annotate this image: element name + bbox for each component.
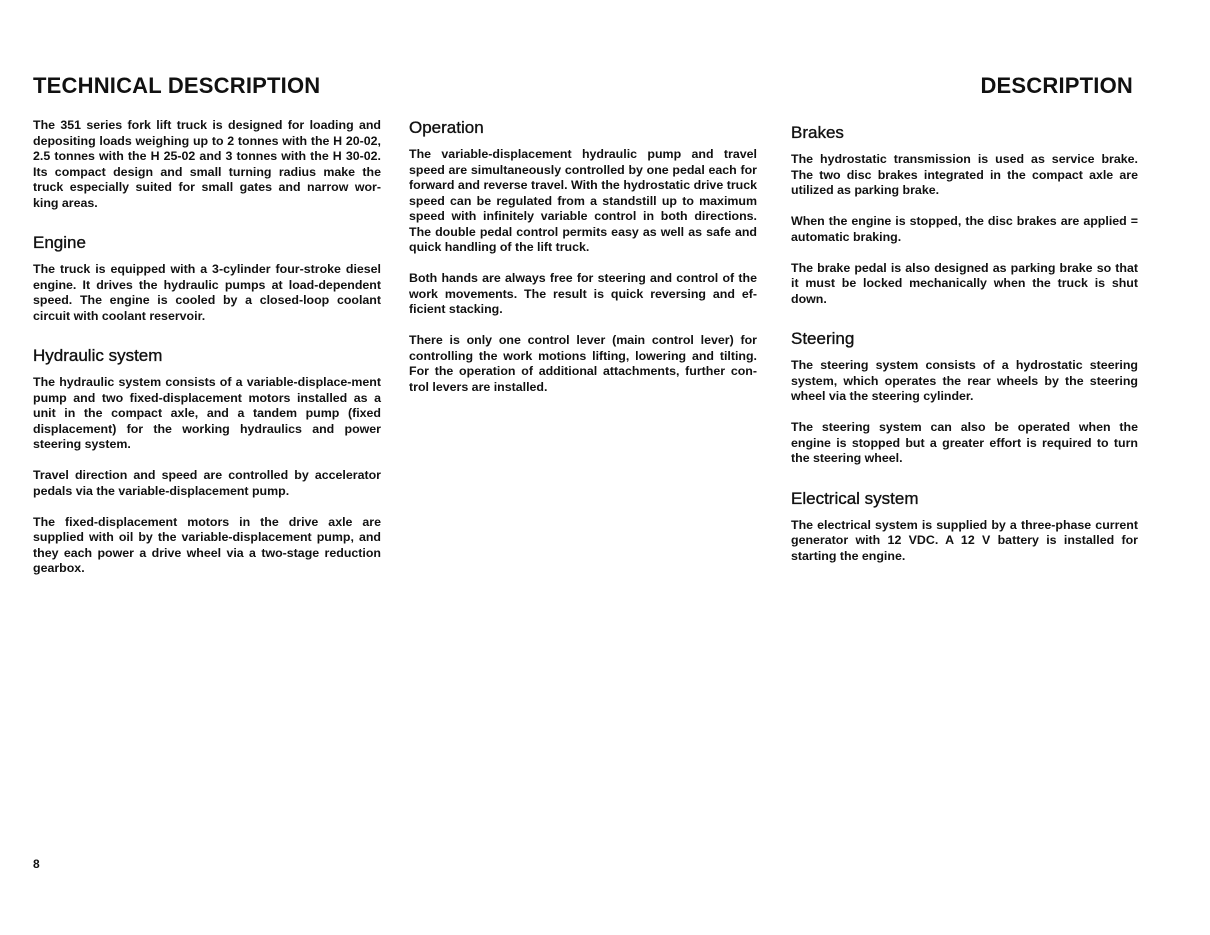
- brakes-paragraph-1: The hydrostatic transmission is used as service brake. The two disc brakes integrated in the compact axle are utilized as parking brake.: [791, 152, 1138, 197]
- steering-paragraph-2: The steering system can also be operated when the engine is stopped but a greater effort is required to turn the steering wheel.: [791, 420, 1138, 465]
- operation-paragraph-2: Both hands are always free for steering and control of the work movements. The result is quick reversing and ef-ficient stacking.: [409, 271, 757, 316]
- engine-paragraph: The truck is equipped with a 3-cylinder four-stroke diesel engine. It drives the hydraulic pumps at load-dependent speed. The engine is cooled by a closed-loop coolant circuit with coolant reservoir.: [33, 262, 381, 323]
- section-title: DESCRIPTION: [980, 73, 1133, 98]
- electrical-paragraph: The electrical system is supplied by a three-phase current generator with 12 VDC. A 12 V battery is installed for starting the engine.: [791, 517, 1138, 563]
- page-title: TECHNICAL DESCRIPTION: [33, 73, 321, 98]
- operation-heading: Operation: [409, 118, 484, 137]
- column-left: [33, 118, 381, 577]
- column-middle: [409, 118, 757, 395]
- electrical-system-heading: Electrical system: [791, 488, 919, 508]
- operation-paragraph-3: There is only one control lever (main control lever) for controlling the work motions lifting, lowering and tilting. For the operation of additional attachments, further con-trol levers are installed.: [409, 333, 757, 394]
- hydraulic-system-heading: Hydraulic system: [33, 346, 163, 365]
- intro-paragraph: The 351 series fork lift truck is designed for loading and depositing loads weighing up to 2 tonnes with the H 20-02, 2.5 tonnes with the H 25-02 and 3 tonnes with the H 30-02. Its compact design and small turning radius make the truck especially suited for small gates and narrow wor-king areas.: [33, 118, 381, 210]
- hydraulic-paragraph-3: The fixed-displacement motors in the drive axle are supplied with oil by the variable-displacement pump, and they each power a drive wheel via a two-stage reduction gearbox.: [33, 514, 381, 575]
- column-right: [791, 123, 1138, 564]
- brakes-paragraph-2: When the engine is stopped, the disc brakes are applied = automatic braking.: [791, 214, 1138, 244]
- steering-heading: Steering: [791, 329, 855, 348]
- steering-paragraph-1: The steering system consists of a hydrostatic steering system, which operates the rear wheels by the steering wheel via the steering cylinder.: [791, 358, 1138, 403]
- hydraulic-paragraph-2: Travel direction and speed are controlled by accelerator pedals via the variable-displacement pump.: [33, 468, 381, 498]
- hydraulic-paragraph-1: The hydraulic system consists of a variable-displace-ment pump and two fixed-displacement motors installed as a unit in the compact axle, and a tandem pump (fixed displacement) for the working hydraulics and power steering system.: [33, 375, 381, 451]
- page-number: 8: [33, 857, 40, 871]
- brakes-heading: Brakes: [791, 123, 844, 142]
- engine-heading: Engine: [33, 233, 86, 252]
- brakes-paragraph-3: The brake pedal is also designed as parking brake so that it must be locked mechanically when the truck is shut down.: [791, 260, 1138, 306]
- operation-paragraph-1: The variable-displacement hydraulic pump and travel speed are simultaneously controlled by one pedal each for forward and reverse travel. With the hydrostatic drive truck speed can be regulated from a standstill up to maximum speed with infinitely variable control in both directions. The double pedal control permits easy as well as safe and quick handling of the lift truck.: [409, 147, 757, 254]
